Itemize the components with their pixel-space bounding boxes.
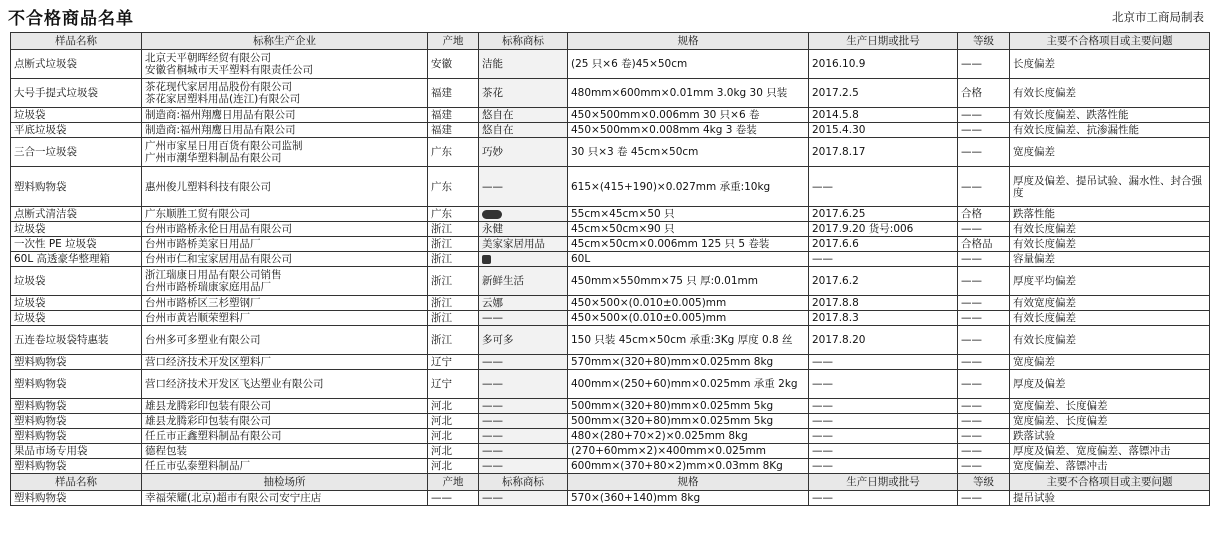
cell-issue: 宽度偏差 — [1010, 138, 1210, 167]
cell-brand: —— — [479, 459, 568, 474]
cell-date: 2017.9.20 货号:006 — [809, 222, 958, 237]
cell-name: 果品市场专用袋 — [11, 444, 142, 459]
cell-maker — [142, 399, 428, 414]
cell-origin: 河北 — [428, 444, 479, 459]
cell-origin: 福建 — [428, 108, 479, 123]
maker-line: 北京天平朝晖经贸有限公司 — [145, 52, 271, 64]
maker-line: 幸福荣耀(北京)超市有限公司安宁庄店 — [145, 492, 322, 504]
cell-origin: 广东 — [428, 138, 479, 167]
cell-maker — [142, 267, 428, 296]
cell-date: —— — [809, 444, 958, 459]
cell-date: 2017.6.25 — [809, 207, 958, 222]
cell-brand: —— — [479, 167, 568, 207]
table-row — [11, 79, 1210, 108]
cell-name: 塑料购物袋 — [11, 429, 142, 444]
cell-spec: (270+60mm×2)×400mm×0.025mm — [568, 444, 809, 459]
maker-line: 惠州俊儿塑料科技有限公司 — [145, 180, 271, 193]
maker-line: 安徽省桐城市天平塑料有限责任公司 — [145, 64, 313, 76]
cell-origin: 浙江 — [428, 311, 479, 326]
cell-brand: 新鲜生活 — [479, 267, 568, 296]
cell-spec: 450×500×(0.010±0.005)mm — [568, 311, 809, 326]
cell-date: 2014.5.8 — [809, 108, 958, 123]
cell-origin: 广东 — [428, 167, 479, 207]
cell-origin: —— — [428, 491, 479, 506]
cell-issue: 厚度及偏差、提吊试验、漏水性、封合强度 — [1010, 167, 1210, 207]
cell-issue: 宽度偏差 — [1010, 355, 1210, 370]
cell-maker — [142, 123, 428, 138]
cell-issue: 有效长度偏差 — [1010, 311, 1210, 326]
cell-name: 五连卷垃圾袋特惠装 — [11, 326, 142, 355]
cell-issue: 有效长度偏差 — [1010, 222, 1210, 237]
table-row — [11, 222, 1210, 237]
cell-grade: —— — [958, 355, 1010, 370]
cell-maker — [142, 167, 428, 207]
cell-grade: —— — [958, 267, 1010, 296]
cell-brand: 美家家居用品 — [479, 237, 568, 252]
cell-brand — [479, 207, 568, 222]
cell-issue: 厚度及偏差、宽度偏差、落镖冲击 — [1010, 444, 1210, 459]
cell-issue: 有效长度偏差 — [1010, 326, 1210, 355]
maker-line: 雄县龙腾彩印包装有限公司 — [145, 400, 271, 412]
table-row — [11, 50, 1210, 79]
cell-brand: 永健 — [479, 222, 568, 237]
cell-spec: 30 只×3 卷 45cm×50cm — [568, 138, 809, 167]
cell-grade: —— — [958, 370, 1010, 399]
cell-date: 2017.8.20 — [809, 326, 958, 355]
column-header: 标称商标 — [479, 474, 568, 491]
cell-spec: 45cm×50cm×90 只 — [568, 222, 809, 237]
cell-origin: 浙江 — [428, 326, 479, 355]
maker-line: 台州市黄岩顺荣塑料厂 — [145, 312, 250, 324]
cell-maker — [142, 79, 428, 108]
cell-issue: 厚度平均偏差 — [1010, 267, 1210, 296]
cell-brand: 云娜 — [479, 296, 568, 311]
cell-issue: 长度偏差 — [1010, 50, 1210, 79]
cell-origin: 河北 — [428, 399, 479, 414]
table-row — [11, 326, 1210, 355]
cell-maker — [142, 108, 428, 123]
cell-origin: 浙江 — [428, 222, 479, 237]
cell-grade: —— — [958, 138, 1010, 167]
cell-brand: 洁能 — [479, 50, 568, 79]
cell-maker — [142, 414, 428, 429]
cell-origin: 福建 — [428, 79, 479, 108]
cell-spec: 450×500mm×0.006mm 30 只×6 卷 — [568, 108, 809, 123]
table-row — [11, 108, 1210, 123]
table-row — [11, 296, 1210, 311]
cell-brand: —— — [479, 311, 568, 326]
cell-issue: 跌落性能 — [1010, 207, 1210, 222]
cell-date: —— — [809, 167, 958, 207]
cell-spec: 60L — [568, 252, 809, 267]
cell-grade: 合格 — [958, 207, 1010, 222]
table-row — [11, 491, 1210, 506]
cell-name: 垃圾袋 — [11, 108, 142, 123]
cell-grade: 合格品 — [958, 237, 1010, 252]
column-header: 样品名称 — [11, 474, 142, 491]
maker-line: 制造商:福州翔鹰日用品有限公司 — [145, 109, 296, 121]
cell-issue: 跌落试验 — [1010, 429, 1210, 444]
cell-grade: —— — [958, 444, 1010, 459]
cell-date: —— — [809, 355, 958, 370]
table-row — [11, 459, 1210, 474]
cell-name: 三合一垃圾袋 — [11, 138, 142, 167]
cell-name: 一次性 PE 垃圾袋 — [11, 237, 142, 252]
cell-grade: —— — [958, 222, 1010, 237]
column-header: 等级 — [958, 474, 1010, 491]
cell-name: 垃圾袋 — [11, 296, 142, 311]
maker-line: 台州市路桥区三杉塑钢厂 — [145, 297, 261, 309]
cell-maker — [142, 326, 428, 355]
logo-square-icon — [482, 255, 491, 264]
cell-date: —— — [809, 399, 958, 414]
cell-issue: 有效长度偏差 — [1010, 79, 1210, 108]
cell-date: —— — [809, 370, 958, 399]
maker-line: 台州市路桥瑞康家庭用品厂 — [145, 281, 271, 293]
cell-spec: 450mm×550mm×75 只 厚:0.01mm — [568, 267, 809, 296]
cell-name: 60L 高透豪华整理箱 — [11, 252, 142, 267]
column-header: 主要不合格项目或主要问题 — [1010, 33, 1210, 50]
cell-date: —— — [809, 252, 958, 267]
cell-spec: 615×(415+190)×0.027mm 承重:10kg — [568, 167, 809, 207]
maker-line: 广东顺胜工贸有限公司 — [145, 208, 250, 220]
cell-origin: 河北 — [428, 429, 479, 444]
cell-brand: 巧妙 — [479, 138, 568, 167]
table-row — [11, 123, 1210, 138]
column-header: 产地 — [428, 474, 479, 491]
table-row — [11, 399, 1210, 414]
column-header: 生产日期或批号 — [809, 33, 958, 50]
maker-line: 德程包装 — [145, 445, 187, 457]
cell-name: 点断式垃圾袋 — [11, 50, 142, 79]
cell-name: 垃圾袋 — [11, 267, 142, 296]
cell-spec: 500mm×(320+80)mm×0.025mm 5kg — [568, 399, 809, 414]
cell-origin: 河北 — [428, 459, 479, 474]
column-header: 标称生产企业 — [142, 33, 428, 50]
cell-name: 塑料购物袋 — [11, 399, 142, 414]
cell-maker — [142, 370, 428, 399]
cell-issue: 有效长度偏差、抗渗漏性能 — [1010, 123, 1210, 138]
cell-issue: 有效长度偏差 — [1010, 237, 1210, 252]
cell-maker — [142, 296, 428, 311]
cell-maker — [142, 237, 428, 252]
cell-origin: 安徽 — [428, 50, 479, 79]
cell-grade: —— — [958, 491, 1010, 506]
cell-brand: —— — [479, 429, 568, 444]
table-header-row — [11, 33, 1210, 50]
cell-brand: 茶花 — [479, 79, 568, 108]
cell-spec: 480mm×600mm×0.01mm 3.0kg 30 只装 — [568, 79, 809, 108]
cell-grade: —— — [958, 399, 1010, 414]
maker-line: 台州多可多塑业有限公司 — [145, 334, 261, 346]
cell-grade: —— — [958, 429, 1010, 444]
cell-name: 点断式清洁袋 — [11, 207, 142, 222]
cell-brand — [479, 252, 568, 267]
cell-date: —— — [809, 429, 958, 444]
cell-origin: 浙江 — [428, 296, 479, 311]
cell-origin: 浙江 — [428, 267, 479, 296]
table-header-row — [11, 474, 1210, 491]
cell-issue: 宽度偏差、落镖冲击 — [1010, 459, 1210, 474]
cell-spec: 450×500×(0.010±0.005)mm — [568, 296, 809, 311]
cell-name: 大号手提式垃圾袋 — [11, 79, 142, 108]
cell-name: 垃圾袋 — [11, 222, 142, 237]
cell-date: —— — [809, 414, 958, 429]
maker-line: 广州市潮华塑料制品有限公司 — [145, 152, 282, 164]
cell-grade: —— — [958, 50, 1010, 79]
cell-maker — [142, 355, 428, 370]
column-header: 抽检场所 — [142, 474, 428, 491]
cell-issue: 容量偏差 — [1010, 252, 1210, 267]
cell-maker — [142, 207, 428, 222]
column-header: 主要不合格项目或主要问题 — [1010, 474, 1210, 491]
cell-name: 塑料购物袋 — [11, 167, 142, 207]
table-row — [11, 311, 1210, 326]
cell-maker — [142, 444, 428, 459]
cell-maker — [142, 50, 428, 79]
column-header: 等级 — [958, 33, 1010, 50]
cell-brand: —— — [479, 355, 568, 370]
cell-date: —— — [809, 459, 958, 474]
table-row — [11, 414, 1210, 429]
table-row — [11, 355, 1210, 370]
table-row — [11, 370, 1210, 399]
cell-origin: 浙江 — [428, 237, 479, 252]
maker-line: 营口经济技术开发区塑料厂 — [145, 356, 271, 368]
column-header: 标称商标 — [479, 33, 568, 50]
table-body — [11, 33, 1210, 506]
cell-issue: 提吊试验 — [1010, 491, 1210, 506]
cell-date: 2017.6.2 — [809, 267, 958, 296]
cell-date: 2017.8.17 — [809, 138, 958, 167]
maker-line: 茶花现代家居用品股份有限公司 — [145, 81, 292, 93]
cell-date: —— — [809, 491, 958, 506]
maker-line: 任丘市正鑫塑料制品有限公司 — [145, 430, 282, 442]
cell-maker — [142, 222, 428, 237]
cell-origin: 广东 — [428, 207, 479, 222]
cell-spec: 480×(280+70×2)×0.025mm 8kg — [568, 429, 809, 444]
cell-issue: 宽度偏差、长度偏差 — [1010, 399, 1210, 414]
cell-maker — [142, 311, 428, 326]
cell-grade: —— — [958, 252, 1010, 267]
column-header: 产地 — [428, 33, 479, 50]
cell-name: 塑料购物袋 — [11, 414, 142, 429]
cell-grade: —— — [958, 123, 1010, 138]
maker-line: 任丘市弘泰塑料制品厂 — [145, 460, 250, 472]
cell-maker — [142, 459, 428, 474]
maker-line: 台州市仁和宝家居用品有限公司 — [145, 253, 292, 265]
cell-grade: —— — [958, 108, 1010, 123]
cell-maker — [142, 491, 428, 506]
cell-spec: 570×(360+140)mm 8kg — [568, 491, 809, 506]
maker-line: 茶花家居塑料用品(连江)有限公司 — [145, 93, 301, 105]
table-row — [11, 429, 1210, 444]
cell-spec: 55cm×45cm×50 只 — [568, 207, 809, 222]
cell-name: 垃圾袋 — [11, 311, 142, 326]
cell-name: 塑料购物袋 — [11, 491, 142, 506]
maker-line: 雄县龙腾彩印包装有限公司 — [145, 415, 271, 427]
cell-spec: 150 只装 45cm×50cm 承重:3Kg 厚度 0.8 丝 — [568, 326, 809, 355]
cell-origin: 辽宁 — [428, 355, 479, 370]
table-row — [11, 267, 1210, 296]
cell-maker — [142, 252, 428, 267]
maker-line: 营口经济技术开发区飞达塑业有限公司 — [145, 378, 324, 390]
column-header: 规格 — [568, 474, 809, 491]
unqualified-products-table — [10, 32, 1210, 506]
cell-grade: —— — [958, 167, 1010, 207]
cell-name: 塑料购物袋 — [11, 370, 142, 399]
cell-spec: 400mm×(250+60)mm×0.025mm 承重 2kg — [568, 370, 809, 399]
cell-maker — [142, 138, 428, 167]
maker-line: 台州市路桥美家日用品厂 — [145, 238, 261, 250]
cell-date: 2017.8.3 — [809, 311, 958, 326]
cell-grade: —— — [958, 326, 1010, 355]
cell-origin: 辽宁 — [428, 370, 479, 399]
cell-name: 平底垃圾袋 — [11, 123, 142, 138]
cell-spec: (25 只×6 卷)45×50cm — [568, 50, 809, 79]
cell-date: 2017.2.5 — [809, 79, 958, 108]
cell-brand: —— — [479, 370, 568, 399]
cell-brand: —— — [479, 444, 568, 459]
cell-origin: 福建 — [428, 123, 479, 138]
table-row — [11, 252, 1210, 267]
column-header: 规格 — [568, 33, 809, 50]
page-title: 不合格商品名单 — [8, 9, 134, 29]
cell-date: 2016.10.9 — [809, 50, 958, 79]
cell-spec: 450×500mm×0.008mm 4kg 3 卷装 — [568, 123, 809, 138]
table-row — [11, 167, 1210, 207]
source-note: 北京市工商局制表 — [1112, 10, 1204, 24]
cell-grade: —— — [958, 296, 1010, 311]
cell-grade: —— — [958, 414, 1010, 429]
cell-brand: —— — [479, 414, 568, 429]
table-row — [11, 237, 1210, 252]
maker-line: 广州市家星日用百货有限公司监制 — [145, 140, 303, 152]
column-header: 生产日期或批号 — [809, 474, 958, 491]
cell-date: 2015.4.30 — [809, 123, 958, 138]
cell-brand: —— — [479, 491, 568, 506]
cell-spec: 45cm×50cm×0.006mm 125 只 5 卷装 — [568, 237, 809, 252]
maker-line: 台州市路桥永伦日用品有限公司 — [145, 223, 292, 235]
cell-maker — [142, 429, 428, 444]
column-header: 样品名称 — [11, 33, 142, 50]
cell-name: 塑料购物袋 — [11, 355, 142, 370]
cell-spec: 600mm×(370+80×2)mm×0.03mm 8Kg — [568, 459, 809, 474]
table-row — [11, 207, 1210, 222]
logo-oval-icon — [482, 210, 502, 219]
cell-date: 2017.6.6 — [809, 237, 958, 252]
cell-spec: 570mm×(320+80)mm×0.025mm 8kg — [568, 355, 809, 370]
cell-brand: 多可多 — [479, 326, 568, 355]
cell-brand: 悠自在 — [479, 108, 568, 123]
table-row — [11, 138, 1210, 167]
cell-origin: 河北 — [428, 414, 479, 429]
cell-grade: —— — [958, 459, 1010, 474]
cell-issue: 有效长度偏差、跌落性能 — [1010, 108, 1210, 123]
maker-line: 浙江瑞康日用品有限公司销售 — [145, 269, 282, 281]
cell-brand: —— — [479, 399, 568, 414]
cell-grade: —— — [958, 311, 1010, 326]
table-row — [11, 444, 1210, 459]
cell-issue: 有效宽度偏差 — [1010, 296, 1210, 311]
cell-issue: 宽度偏差、长度偏差 — [1010, 414, 1210, 429]
cell-date: 2017.8.8 — [809, 296, 958, 311]
cell-brand: 悠自在 — [479, 123, 568, 138]
cell-spec: 500mm×(320+80)mm×0.025mm 5kg — [568, 414, 809, 429]
cell-issue: 厚度及偏差 — [1010, 370, 1210, 399]
maker-line: 制造商:福州翔鹰日用品有限公司 — [145, 124, 296, 136]
cell-grade: 合格 — [958, 79, 1010, 108]
cell-name: 塑料购物袋 — [11, 459, 142, 474]
cell-origin: 浙江 — [428, 252, 479, 267]
